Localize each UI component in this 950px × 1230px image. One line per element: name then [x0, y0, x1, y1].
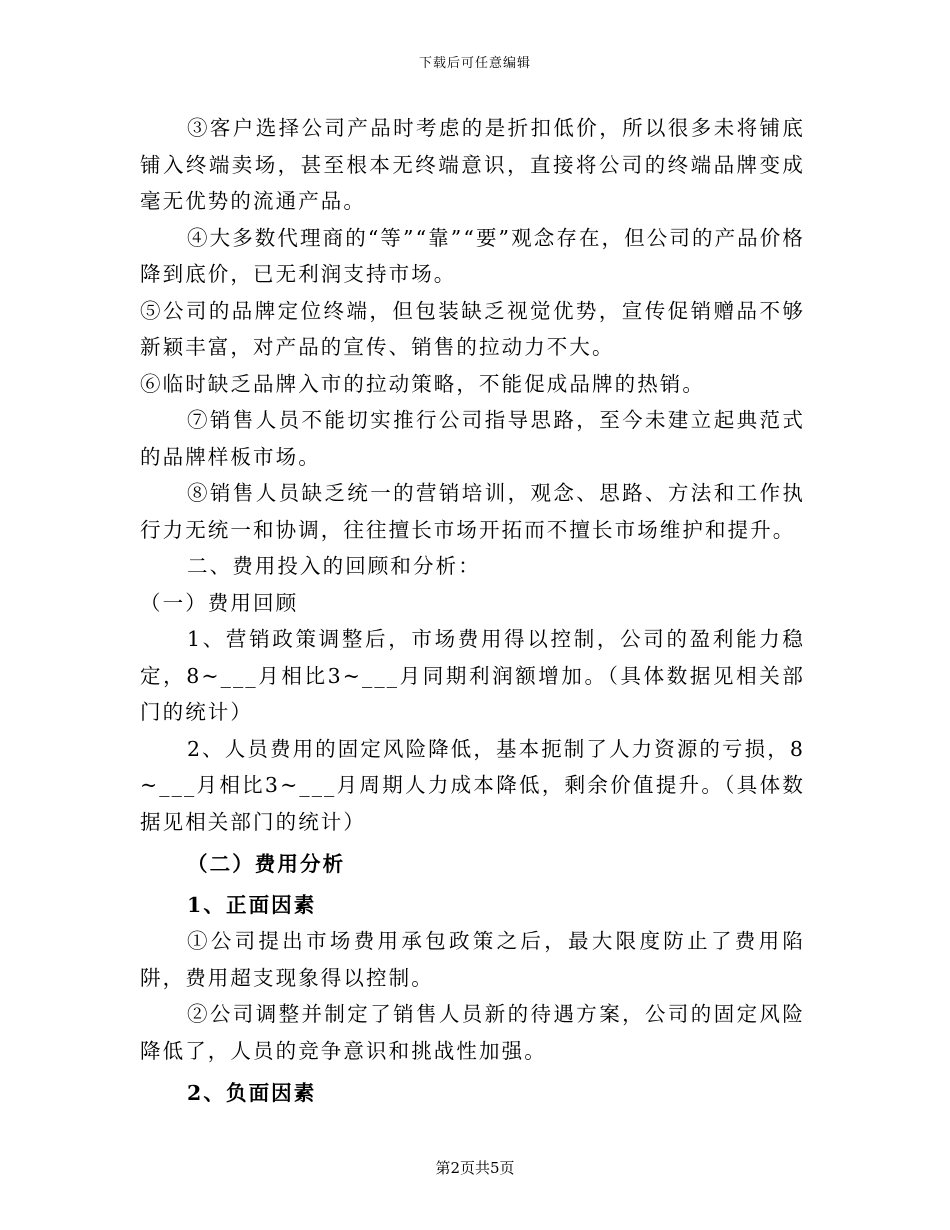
document-body [140, 110, 805, 1112]
paragraph-positive-1: ①公司提出市场费用承包政策之后，最大限度防止了费用陷阱，费用超支现象得以控制。 [140, 929, 805, 990]
page-header: 下载后可任意编辑 [418, 56, 531, 71]
paragraph-expense-2: 2、人员费用的固定风险降低，基本扼制了人力资源的亏损，8~___月相比3~___月周期人力成本降低，剩余价值提升。（具体数据见相关部门的统计） [140, 736, 805, 834]
paragraph-5: ⑤公司的品牌定位终端，但包装缺乏视觉优势，宣传促销赠品不够新颖丰富，对产品的宣传、销售的拉动力不大。 [140, 298, 805, 359]
paragraph-6: ⑥临时缺乏品牌入市的拉动策略，不能促成品牌的热销。 [140, 371, 705, 396]
section-heading-2: 二、费用投入的回顾和分析： [187, 554, 481, 578]
paragraph-expense-1: 1、营销政策调整后，市场费用得以控制，公司的盈利能力稳定，8~___月相比3~___月同期利润额增加。（具体数据见相关部门的统计） [140, 627, 805, 724]
heading-positive-factors: 1、正面因素 [187, 892, 317, 917]
subsection-heading-expense-review: （一）费用回顾 [140, 590, 299, 615]
paragraph-3: ③客户选择公司产品时考虑的是折扣低价，所以很多未将铺底铺入终端卖场，甚至根本无终端意识，直接将公司的终端品牌变成毫无优势的流通产品。 [140, 116, 805, 213]
page-footer: 第2页共5页 [435, 1159, 515, 1177]
subsection-heading-expense-analysis: （二）费用分析 [187, 852, 346, 876]
paragraph-7: ⑦销售人员不能切实推行公司指导思路，至今未建立起典范式的品牌样板市场。 [140, 408, 805, 469]
paragraph-4: ④大多数代理商的“等”“靠”“要”观念存在，但公司的产品价格降到底价，已无利润支持市场。 [140, 225, 805, 286]
paragraph-8: ⑧销售人员缺乏统一的营销培训，观念、思路、方法和工作执行力无统一和协调，往往擅长市场开拓而不擅长市场维护和提升。 [140, 481, 805, 542]
paragraph-positive-2: ②公司调整并制定了销售人员新的待遇方案，公司的固定风险降低了，人员的竞争意识和挑战性加强。 [140, 1002, 805, 1063]
heading-negative-factors: 2、负面因素 [187, 1081, 317, 1105]
